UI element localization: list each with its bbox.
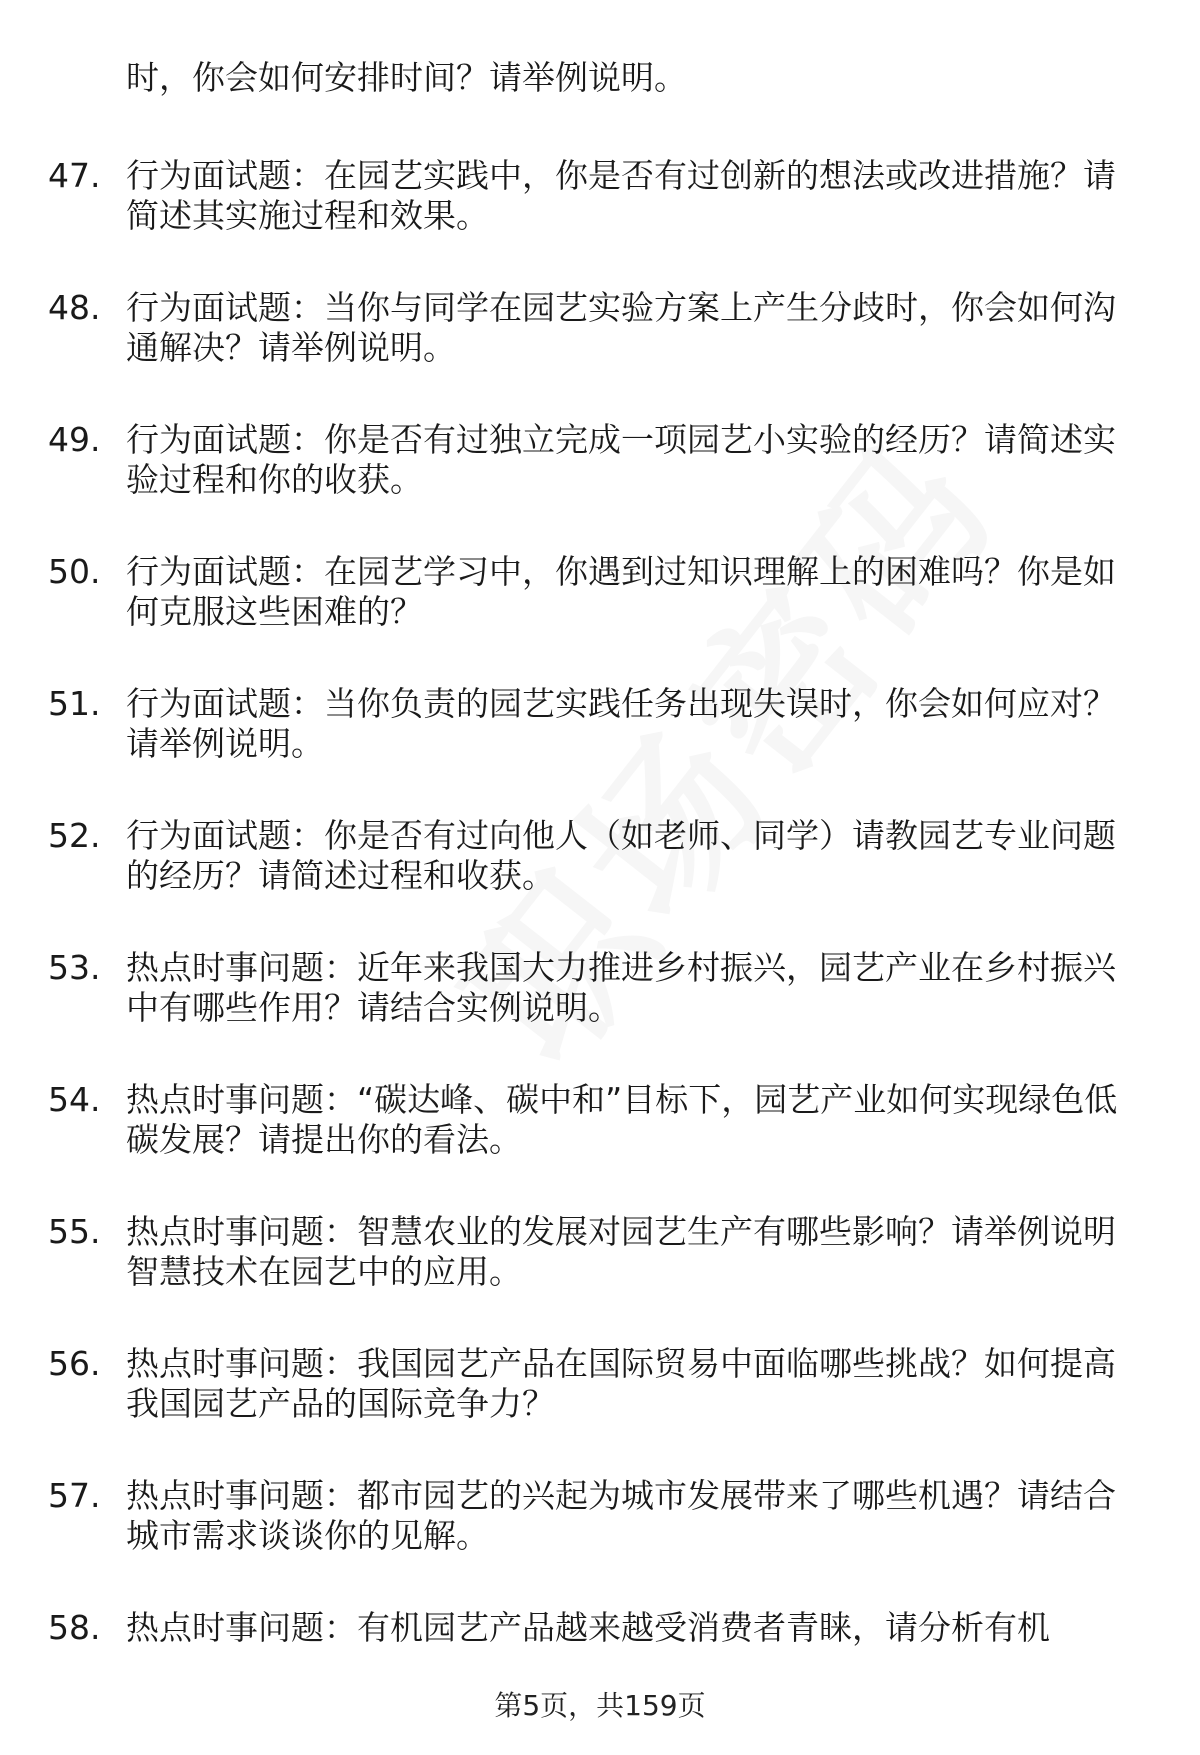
question-number: 47. — [48, 156, 101, 195]
question-number: 51. — [48, 684, 101, 723]
question-number: 55. — [48, 1212, 101, 1251]
question-item — [48, 1344, 1138, 1424]
question-text: 热点时事问题：“碳达峰、碳中和”目标下，园艺产业如何实现绿色低碳发展？请提出你的看法。 — [126, 1080, 1118, 1159]
question-text: 行为面试题：在园艺实践中，你是否有过创新的想法或改进措施？请简述其实施过程和效果。 — [126, 156, 1116, 235]
continued-question-text: 时，你会如何安排时间？请举例说明。 — [126, 58, 687, 97]
question-number: 52. — [48, 816, 101, 855]
question-number: 53. — [48, 948, 101, 987]
question-list — [48, 58, 1138, 1700]
question-number: 49. — [48, 420, 101, 459]
question-number: 54. — [48, 1080, 101, 1119]
question-item — [48, 684, 1138, 764]
question-number: 48. — [48, 288, 101, 327]
question-item — [48, 1212, 1138, 1292]
question-number: 50. — [48, 552, 101, 591]
page-footer: 第5页，共159页 — [494, 1689, 706, 1722]
question-item — [48, 552, 1138, 632]
question-text: 热点时事问题：都市园艺的兴起为城市发展带来了哪些机遇？请结合城市需求谈谈你的见解。 — [126, 1476, 1116, 1555]
question-item — [48, 816, 1138, 896]
question-item — [48, 420, 1138, 500]
question-item — [48, 1608, 1138, 1648]
question-item — [48, 1476, 1138, 1556]
question-text: 热点时事问题：近年来我国大力推进乡村振兴，园艺产业在乡村振兴中有哪些作用？请结合实例说明。 — [126, 948, 1116, 1027]
question-item — [48, 948, 1138, 1028]
question-item — [48, 288, 1138, 368]
question-item — [48, 1080, 1138, 1160]
question-text: 热点时事问题：智慧农业的发展对园艺生产有哪些影响？请举例说明智慧技术在园艺中的应用。 — [126, 1212, 1116, 1291]
question-number: 58. — [48, 1608, 101, 1647]
question-text: 行为面试题：你是否有过向他人（如老师、同学）请教园艺专业问题的经历？请简述过程和收获。 — [126, 816, 1116, 895]
question-number: 57. — [48, 1476, 101, 1515]
question-text: 行为面试题：你是否有过独立完成一项园艺小实验的经历？请简述实验过程和你的收获。 — [126, 420, 1116, 499]
question-text: 热点时事问题：我国园艺产品在国际贸易中面临哪些挑战？如何提高我国园艺产品的国际竞争力？ — [126, 1344, 1116, 1423]
question-text: 热点时事问题：有机园艺产品越来越受消费者青睐，请分析有机 — [126, 1608, 1050, 1647]
question-text: 行为面试题：在园艺学习中，你遇到过知识理解上的困难吗？你是如何克服这些困难的？ — [126, 552, 1116, 631]
question-text: 行为面试题：当你负责的园艺实践任务出现失误时，你会如何应对？请举例说明。 — [126, 684, 1116, 763]
question-item — [48, 156, 1138, 236]
question-text: 行为面试题：当你与同学在园艺实验方案上产生分歧时，你会如何沟通解决？请举例说明。 — [126, 288, 1116, 367]
question-number: 56. — [48, 1344, 101, 1383]
